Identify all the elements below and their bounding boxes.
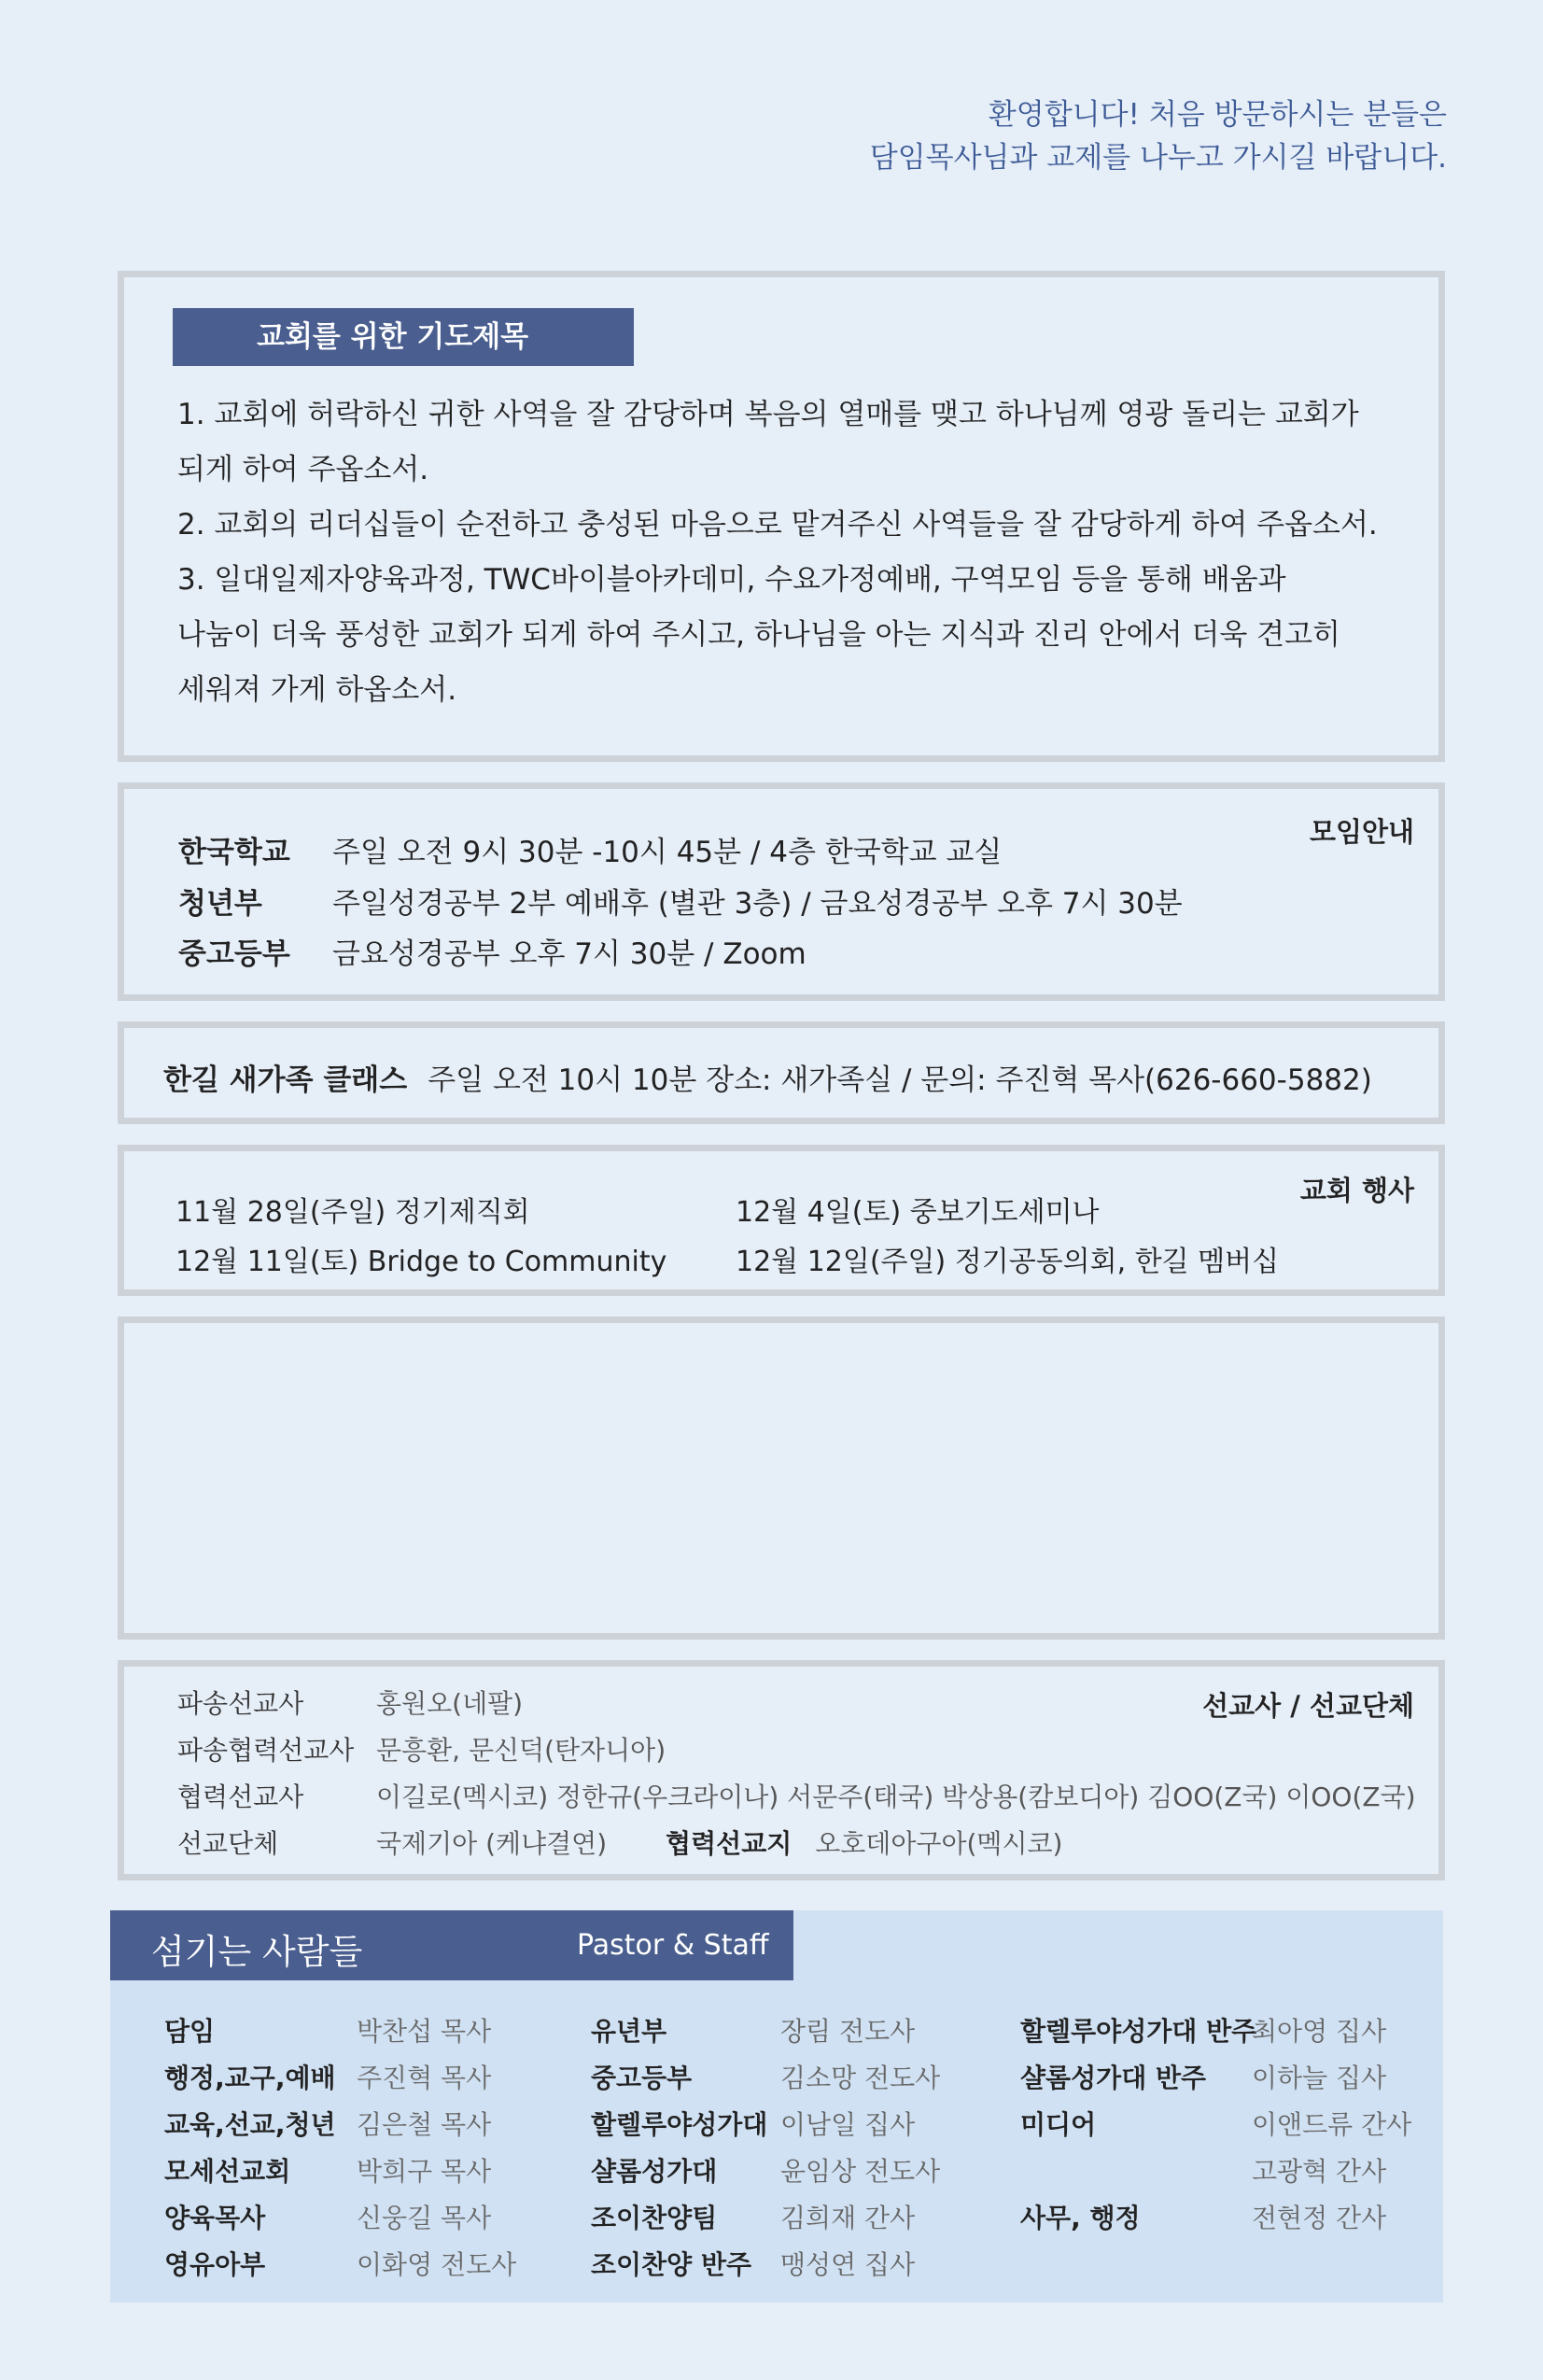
staff-row bbox=[164, 2148, 516, 2195]
events-section bbox=[118, 1145, 1445, 1296]
staff-role: 모세선교회 bbox=[164, 2156, 291, 2187]
staff-person: 최아영 집사 bbox=[1252, 2016, 1387, 2047]
welcome-message bbox=[870, 93, 1447, 179]
mission-extra-value: 오호데아구아(멕시코) bbox=[815, 1828, 1063, 1859]
meeting-name: 중고등부 bbox=[178, 937, 290, 971]
staff-person: 윤임상 전도사 bbox=[780, 2156, 941, 2187]
staff-person: 이앤드류 간사 bbox=[1252, 2109, 1412, 2140]
event-item: 11월 28일(주일) 정기제직회 bbox=[175, 1196, 530, 1229]
staff-person: 고광혁 간사 bbox=[1252, 2156, 1387, 2187]
prayer-line: 3. 일대일제자양육과정, TWC바이블아카데미, 수요가정예배, 구역모임 등을 통해 배움과 bbox=[177, 563, 1286, 597]
mission-value: 이길로(멕시코) 정한규(우크라이나) 서문주(태국) 박상용(캄보디아) 김OO(Z국) 이OO(Z국) bbox=[376, 1781, 1416, 1812]
mission-key: 선교단체 bbox=[177, 1828, 279, 1859]
staff-role: 샬롬성가대 bbox=[591, 2156, 718, 2187]
staff-role: 영유아부 bbox=[164, 2249, 266, 2280]
staff-role: 사무, 행정 bbox=[1020, 2203, 1141, 2233]
staff-row bbox=[591, 2148, 940, 2195]
staff-role: 중고등부 bbox=[591, 2063, 693, 2093]
staff-row bbox=[164, 2055, 516, 2102]
event-item: 12월 12일(주일) 정기공동의회, 한길 멤버십 bbox=[736, 1246, 1280, 1278]
meeting-row bbox=[178, 834, 1002, 871]
mission-extra-key: 협력선교지 bbox=[666, 1828, 793, 1859]
staff-role: 교육,선교,청년 bbox=[164, 2109, 336, 2140]
meeting-row bbox=[178, 885, 1183, 922]
staff-role: 행정,교구,예배 bbox=[164, 2063, 336, 2093]
mission-row bbox=[177, 1777, 1416, 1814]
staff-row bbox=[164, 2102, 516, 2148]
prayer-line: 세워져 가게 하옵소서. bbox=[177, 673, 457, 707]
prayer-line: 2. 교회의 리더십들이 순전하고 충성된 마음으로 맡겨주신 사역들을 잘 감당하게 하여 주옵소서. bbox=[177, 508, 1378, 542]
mission-value: 홍원오(네팔) bbox=[376, 1688, 524, 1719]
mission-row bbox=[177, 1683, 523, 1721]
mission-value: 국제기아 (케냐결연) bbox=[376, 1828, 608, 1859]
event-item: 12월 4일(토) 중보기도세미나 bbox=[736, 1196, 1100, 1229]
staff-row bbox=[1020, 2148, 1411, 2195]
prayer-title: 교회를 위한 기도제목 bbox=[173, 308, 634, 366]
staff-row bbox=[1020, 2055, 1411, 2102]
events-label: 교회 행사 bbox=[1299, 1175, 1414, 1206]
staff-column-2 bbox=[591, 2008, 940, 2288]
staff-role: 할렐루야성가대 반주 bbox=[1020, 2016, 1257, 2047]
meetings-label: 모임안내 bbox=[1309, 816, 1414, 848]
staff-person: 김소망 전도사 bbox=[780, 2063, 941, 2093]
staff-role: 유년부 bbox=[591, 2016, 667, 2047]
staff-role: 조이찬양팀 bbox=[591, 2203, 718, 2233]
mission-row bbox=[177, 1730, 666, 1767]
staff-column-3 bbox=[1020, 2008, 1411, 2242]
newcomer-name: 한길 새가족 클래스 bbox=[163, 1063, 408, 1097]
staff-row bbox=[591, 2055, 940, 2102]
staff-role: 미디어 bbox=[1020, 2109, 1097, 2140]
meeting-info: 주일 오전 9시 30분 -10시 45분 / 4층 한국학교 교실 bbox=[332, 836, 1003, 869]
staff-row bbox=[164, 2242, 516, 2288]
welcome-line-1: 환영합니다! 처음 방문하시는 분들은 bbox=[988, 98, 1447, 132]
staff-row bbox=[591, 2195, 940, 2242]
staff-person: 김희재 간사 bbox=[780, 2203, 916, 2233]
staff-role: 담임 bbox=[164, 2016, 216, 2047]
staff-row bbox=[591, 2102, 940, 2148]
staff-row bbox=[164, 2195, 516, 2242]
staff-section bbox=[110, 1910, 1443, 2303]
staff-person: 주진혁 목사 bbox=[357, 2063, 492, 2093]
staff-row bbox=[591, 2242, 940, 2288]
newcomer-section bbox=[118, 1021, 1445, 1124]
mission-value: 문흥환, 문신덕(탄자니아) bbox=[376, 1735, 666, 1766]
staff-title: 섬기는 사람들 bbox=[151, 1932, 363, 1972]
staff-role: 조이찬양 반주 bbox=[591, 2249, 752, 2280]
staff-row bbox=[164, 2008, 516, 2055]
staff-person: 박찬섭 목사 bbox=[357, 2016, 492, 2047]
prayer-section bbox=[118, 271, 1445, 762]
staff-person: 이화영 전도사 bbox=[357, 2249, 517, 2280]
staff-row bbox=[1020, 2008, 1411, 2055]
prayer-line: 되게 하여 주옵소서. bbox=[177, 453, 429, 486]
mission-key: 파송선교사 bbox=[177, 1688, 304, 1719]
welcome-line-2: 담임목사님과 교제를 나누고 가시길 바랍니다. bbox=[869, 141, 1447, 175]
empty-notice-box bbox=[118, 1317, 1445, 1640]
staff-row bbox=[1020, 2102, 1411, 2148]
newcomer-info: 주일 오전 10시 10분 장소: 새가족실 / 문의: 주진혁 목사(626-660-5882) bbox=[428, 1063, 1372, 1097]
missions-label: 선교사 / 선교단체 bbox=[1202, 1690, 1414, 1722]
newcomer-line bbox=[163, 1056, 1372, 1098]
staff-person: 김은철 목사 bbox=[357, 2109, 492, 2140]
mission-row bbox=[177, 1824, 1062, 1861]
staff-person: 맹성연 집사 bbox=[780, 2249, 916, 2280]
staff-role: 샬롬성가대 반주 bbox=[1020, 2063, 1207, 2093]
staff-header bbox=[110, 1910, 793, 1980]
staff-subtitle: Pastor & Staff bbox=[577, 1929, 769, 1962]
meeting-info: 금요성경공부 오후 7시 30분 / Zoom bbox=[332, 937, 807, 971]
staff-row bbox=[1020, 2195, 1411, 2242]
meeting-name: 청년부 bbox=[178, 887, 262, 921]
prayer-line: 1. 교회에 허락하신 귀한 사역을 잘 감당하며 복음의 열매를 맺고 하나님께 영광 돌리는 교회가 bbox=[177, 398, 1359, 431]
staff-person: 이남일 집사 bbox=[780, 2109, 916, 2140]
meeting-info: 주일성경공부 2부 예배후 (별관 3층) / 금요성경공부 오후 7시 30분 bbox=[332, 887, 1183, 921]
staff-role: 할렐루야성가대 bbox=[591, 2109, 768, 2140]
mission-key: 협력선교사 bbox=[177, 1781, 304, 1812]
staff-person: 박희구 목사 bbox=[357, 2156, 492, 2187]
staff-person: 신웅길 목사 bbox=[357, 2203, 492, 2233]
prayer-line: 나눔이 더욱 풍성한 교회가 되게 하여 주시고, 하나님을 아는 지식과 진리 안에서 더욱 견고히 bbox=[177, 618, 1340, 652]
staff-person: 이하늘 집사 bbox=[1252, 2063, 1387, 2093]
staff-row bbox=[591, 2008, 940, 2055]
event-item: 12월 11일(토) Bridge to Community bbox=[175, 1246, 667, 1278]
staff-column-1 bbox=[164, 2008, 516, 2288]
mission-key: 파송협력선교사 bbox=[177, 1735, 355, 1766]
meetings-section bbox=[118, 782, 1445, 1001]
staff-person: 장림 전도사 bbox=[780, 2016, 916, 2047]
staff-person: 전현정 간사 bbox=[1252, 2203, 1387, 2233]
missions-section bbox=[118, 1660, 1445, 1880]
prayer-text bbox=[177, 387, 1410, 718]
meeting-name: 한국학교 bbox=[178, 836, 290, 869]
meeting-row bbox=[178, 936, 807, 973]
staff-role: 양육목사 bbox=[164, 2203, 266, 2233]
